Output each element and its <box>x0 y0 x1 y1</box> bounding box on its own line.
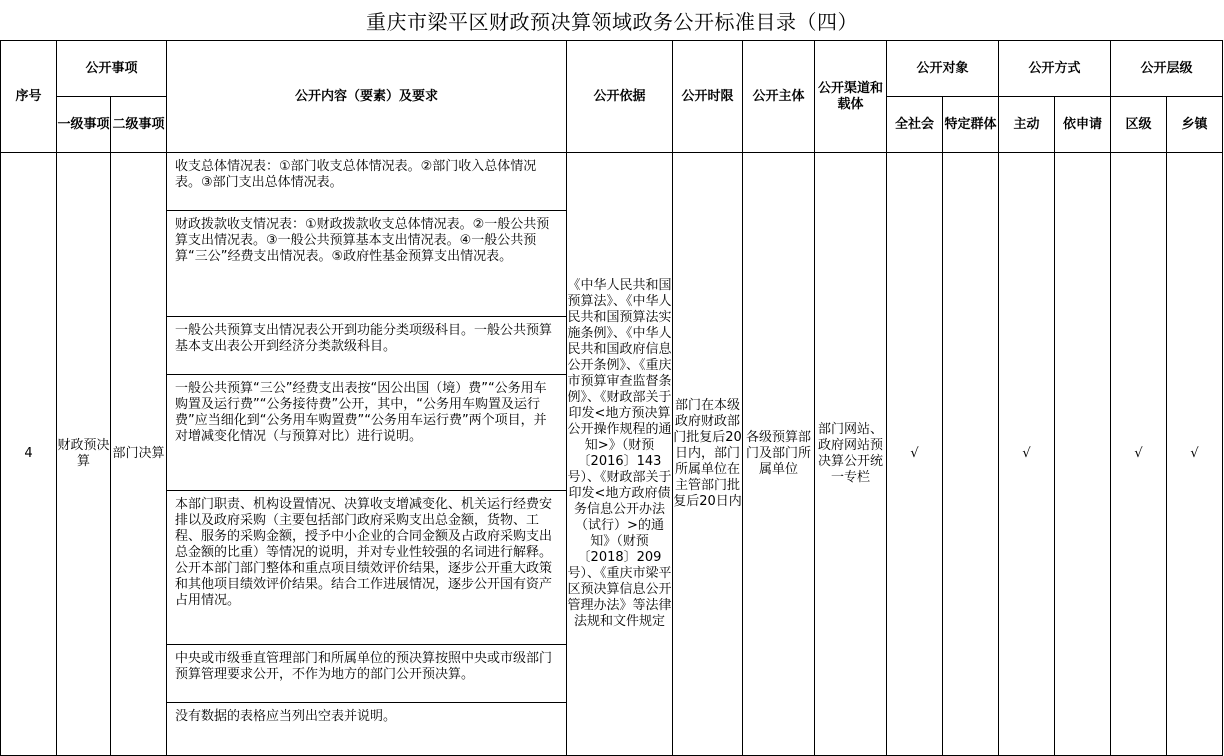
row-seq: 4 <box>1 153 57 756</box>
header-level2: 二级事项 <box>111 97 167 153</box>
header-items: 公开事项 <box>57 41 167 97</box>
check-town: √ <box>1167 153 1223 756</box>
header-town: 乡镇 <box>1167 97 1223 153</box>
header-audience: 公开对象 <box>887 41 999 97</box>
row-time: 部门在本级政府财政部门批复后20日内，部门所属单位在主管部门批复后20日内 <box>673 153 743 756</box>
header-basis: 公开依据 <box>567 41 673 153</box>
requirements-list <box>167 153 566 755</box>
catalog-table <box>0 40 1223 756</box>
header-subject: 公开主体 <box>743 41 815 153</box>
header-specific: 特定群体 <box>943 97 999 153</box>
row-basis: 《中华人民共和国预算法》、《中华人民共和国预算法实施条例》、《中华人民共和国政府信息公开条例》、《重庆市预算审查监督条例》、《财政部关于印发<地方预决算公开操作规程的通知>》（财预〔2016〕143号）、《财政部关于印发<地方政府债务信息公开办法（试行）>的通知》（财预〔2018〕209号）、《重庆市梁平区预决算信息公开管理办法》等法律法规和文件规定 <box>567 153 673 756</box>
requirement-item: 中央或市级垂直管理部门和所属单位的预决算按照中央或市级部门预算管理要求公开，不作为地方的部门公开预决算。 <box>167 645 566 703</box>
requirements-cell <box>167 153 567 756</box>
requirement-item: 财政拨款收支情况表：①财政拨款收支总体情况表。②一般公共预算支出情况表。③一般公共预算基本支出情况表。④一般公共预算“三公”经费支出情况表。⑤政府性基金预算支出情况表。 <box>167 211 566 317</box>
row-channel: 部门网站、政府网站预决算公开统一专栏 <box>815 153 887 756</box>
header-time: 公开时限 <box>673 41 743 153</box>
row-level1: 财政预决算 <box>57 153 111 756</box>
check-district: √ <box>1111 153 1167 756</box>
requirement-item: 一般公共预算“三公”经费支出表按“因公出国（境）费”“公务用车购置及运行费”“公务接待费”公开，其中，“公务用车购置及运行费”应当细化到“公务用车购置费”“公务用车运行费”两个项目，并对增减变化情况（与预算对比）进行说明。 <box>167 375 566 491</box>
requirement-item: 一般公共预算支出情况表公开到功能分类项级科目。一般公共预算基本支出表公开到经济分类款级科目。 <box>167 317 566 375</box>
check-active: √ <box>999 153 1055 756</box>
header-district: 区级 <box>1111 97 1167 153</box>
header-content: 公开内容（要素）及要求 <box>167 41 567 153</box>
header-active: 主动 <box>999 97 1055 153</box>
check-specific <box>943 153 999 756</box>
requirement-item: 没有数据的表格应当列出空表并说明。 <box>175 709 397 724</box>
header-public: 全社会 <box>887 97 943 153</box>
header-request: 依申请 <box>1055 97 1111 153</box>
header-seq: 序号 <box>1 41 57 153</box>
requirement-item: 收支总体情况表：①部门收支总体情况表。②部门收入总体情况表。③部门支出总体情况表。 <box>167 153 566 211</box>
header-channel: 公开渠道和载体 <box>815 41 887 153</box>
page-title: 重庆市梁平区财政预决算领域政务公开标准目录（四） <box>366 9 858 34</box>
header-level: 公开层级 <box>1111 41 1223 97</box>
row-level2: 部门决算 <box>111 153 167 756</box>
row-subject: 各级预算部门及部门所属单位 <box>743 153 815 756</box>
header-level1: 一级事项 <box>57 97 111 153</box>
header-method: 公开方式 <box>999 41 1111 97</box>
requirement-item: 本部门职责、机构设置情况、决算收支增减变化、机关运行经费安排以及政府采购（主要包括部门政府采购支出总金额，货物、工程、服务的采购金额，授予中小企业的合同金额及占政府采购支出总金额的比重）等情况的说明，并对专业性较强的名词进行解释。公开本部门部门整体和重点项目绩效评价结果，逐步公开重大政策和其他项目绩效评价结果。结合工作进展情况，逐步公开国有资产占用情况。 <box>167 491 566 645</box>
check-public: √ <box>887 153 943 756</box>
check-request <box>1055 153 1111 756</box>
